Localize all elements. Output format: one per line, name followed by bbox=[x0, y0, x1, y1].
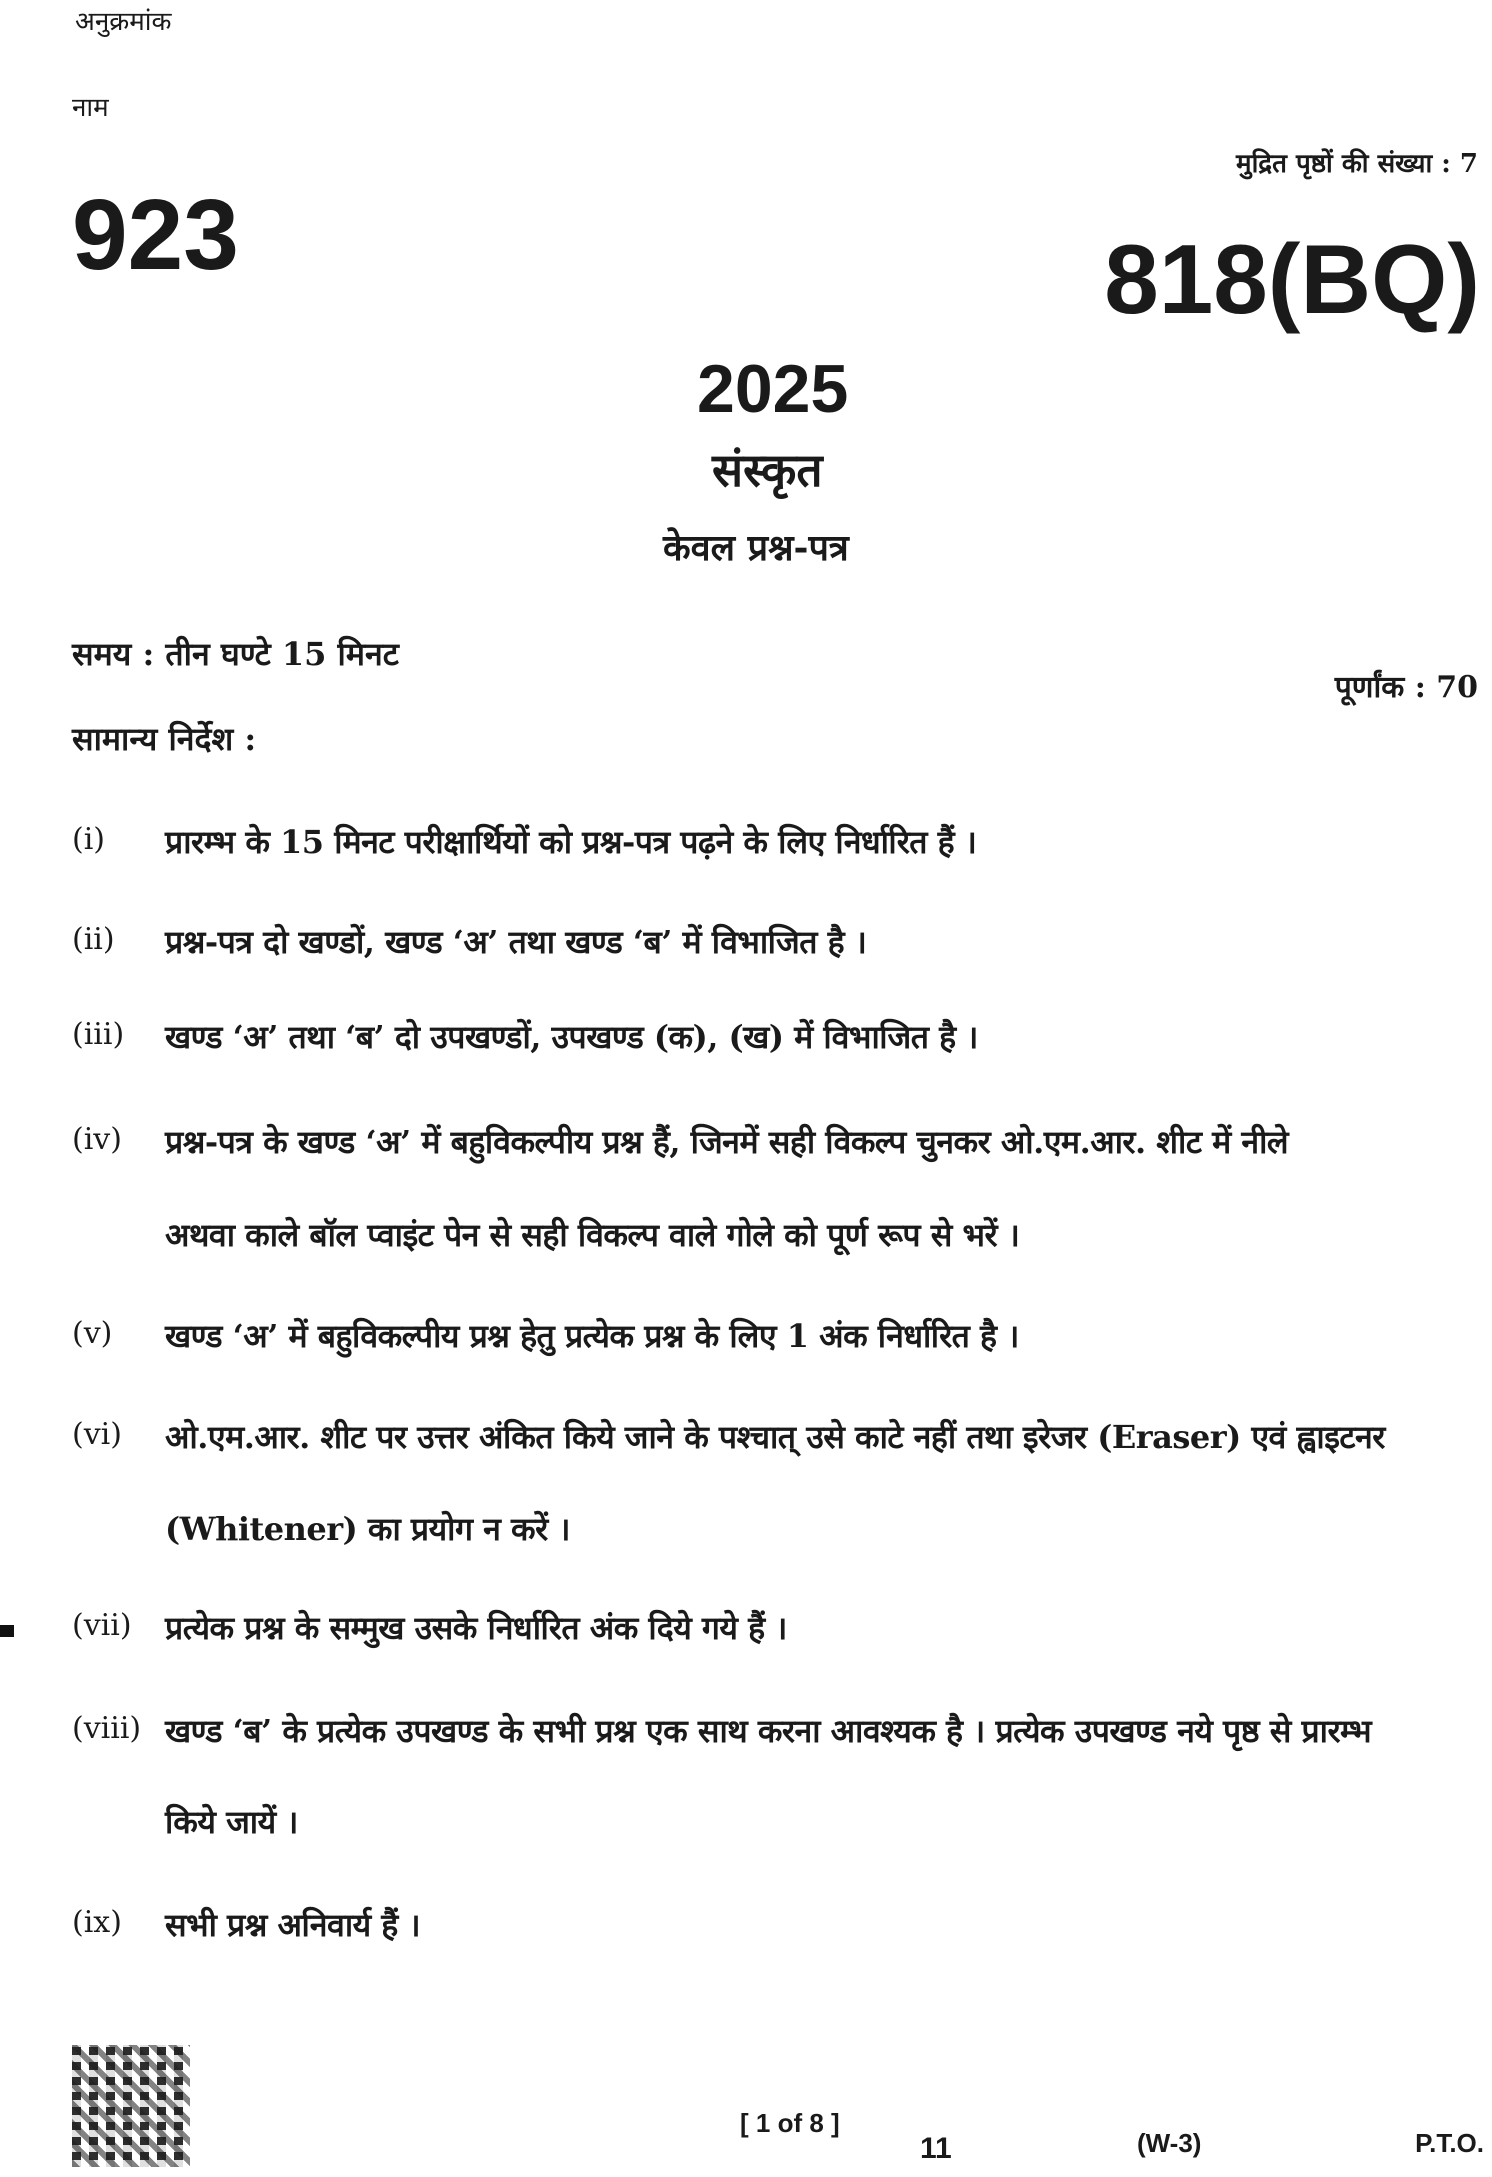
paper-type: केवल प्रश्न-पत्र bbox=[663, 527, 849, 569]
instruction-number: (vi) bbox=[72, 1417, 122, 1452]
instruction-text: प्रत्येक प्रश्न के सम्मुख उसके निर्धारित अंक दिये गये हैं । bbox=[165, 1609, 787, 1647]
instruction-number: (iii) bbox=[72, 1017, 125, 1052]
instruction-text: खण्ड ‘अ’ में बहुविकल्पीय प्रश्न हेतु प्रत्येक प्रश्न के लिए 1 अंक निर्धारित है । bbox=[165, 1317, 1019, 1355]
instruction-text: खण्ड ‘अ’ तथा ‘ब’ दो उपखण्डों, उपखण्ड (क), (ख) में विभाजित है । bbox=[165, 1018, 978, 1056]
instruction-text-continued: (Whitener) का प्रयोग न करें । bbox=[165, 1510, 570, 1548]
footer-number: 11 bbox=[920, 2132, 952, 2165]
instruction-number: (viii) bbox=[72, 1711, 142, 1746]
instruction-text-continued: अथवा काले बॉल प्वाइंट पेन से सही विकल्प वाले गोले को पूर्ण रूप से भरें । bbox=[165, 1216, 1020, 1254]
barcode-mark bbox=[72, 2045, 190, 2167]
exam-year: 2025 bbox=[697, 351, 849, 427]
paper-code-left: 923 bbox=[72, 179, 239, 291]
paper-code-right: 818(BQ) bbox=[1104, 224, 1480, 334]
instruction-number: (i) bbox=[72, 822, 106, 857]
instruction-number: (iv) bbox=[72, 1122, 122, 1157]
instruction-number: (v) bbox=[72, 1316, 113, 1351]
name-label: नाम bbox=[72, 93, 109, 123]
instruction-text: ओ.एम.आर. शीट पर उत्तर अंकित किये जाने के पश्चात् उसे काटे नहीं तथा इरेजर (Eraser) एवं ह्वाइटनर bbox=[165, 1418, 1385, 1456]
instruction-text-continued: किये जायें । bbox=[165, 1803, 298, 1841]
time-allowed: समय : तीन घण्टे 15 मिनट bbox=[72, 635, 399, 673]
instruction-text: प्रश्न-पत्र दो खण्डों, खण्ड ‘अ’ तथा खण्ड ‘ब’ में विभाजित है । bbox=[165, 923, 867, 961]
footer-code: (W-3) bbox=[1137, 2128, 1202, 2158]
scan-edge-mark bbox=[0, 1625, 14, 1637]
instructions-heading: सामान्य निर्देश : bbox=[72, 720, 257, 758]
instruction-text: खण्ड ‘ब’ के प्रत्येक उपखण्ड के सभी प्रश्न एक साथ करना आवश्यक है । प्रत्येक उपखण्ड नये पृष्ठ से प्रारम्भ bbox=[165, 1712, 1372, 1750]
instruction-text: प्रारम्भ के 15 मिनट परीक्षार्थियों को प्रश्न-पत्र पढ़ने के लिए निर्धारित हैं । bbox=[165, 823, 977, 861]
printed-pages-count: मुद्रित पृष्ठों की संख्या : 7 bbox=[1236, 149, 1478, 179]
instruction-number: (vii) bbox=[72, 1608, 132, 1643]
max-marks: पूर्णांक : 70 bbox=[1334, 670, 1478, 705]
subject-title: संस्कृत bbox=[712, 443, 823, 497]
instruction-number: (ix) bbox=[72, 1905, 122, 1940]
please-turn-over: P.T.O. bbox=[1415, 2128, 1484, 2158]
roll-number-label: अनुक्रमांक bbox=[75, 7, 172, 37]
instruction-text: प्रश्न-पत्र के खण्ड ‘अ’ में बहुविकल्पीय प्रश्न हैं, जिनमें सही विकल्प चुनकर ओ.एम.आर. शीट में नीले bbox=[165, 1123, 1289, 1161]
instruction-number: (ii) bbox=[72, 922, 115, 957]
page-indicator: [ 1 of 8 ] bbox=[740, 2108, 840, 2138]
instruction-text: सभी प्रश्न अनिवार्य हैं । bbox=[165, 1906, 421, 1944]
